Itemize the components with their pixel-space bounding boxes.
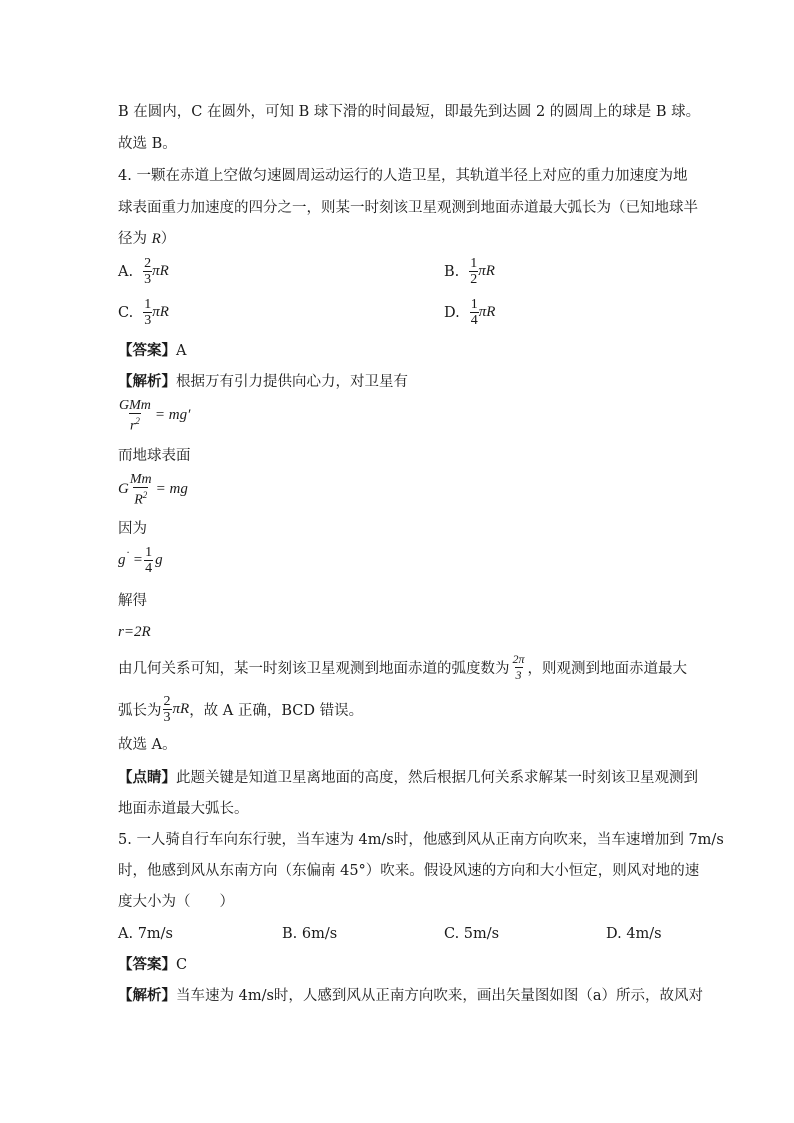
question-4-line-1: 4. 一颗在赤道上空做匀速圆周运动运行的人造卫星，其轨道半径上对应的重力加速度为地 <box>118 168 688 184</box>
question-5-line-1: 5. 一人骑自行车向东行驶，当车速为 4m/s时，他感到风从正南方向吹来，当车速增加到 7m/s <box>118 832 724 848</box>
answer-5 <box>118 955 187 975</box>
equation-2 <box>118 472 188 508</box>
analysis-4-line-2: 而地球表面 <box>118 448 191 464</box>
equation-1 <box>118 398 190 434</box>
equation-4: r=2R <box>118 624 151 640</box>
analysis-4-line-6 <box>118 694 363 725</box>
fraction-num: Mm <box>129 472 152 487</box>
comment-text: 此题关键是知道卫星离地面的高度，然后根据几何关系求解某一时刻该卫星观测到 <box>176 770 698 786</box>
fraction <box>512 652 526 683</box>
analysis-text: ，故 A 正确，BCD 错误。 <box>189 703 364 719</box>
equation-lhs: g <box>118 552 126 568</box>
den-sup: 2 <box>135 416 140 426</box>
answer-value: C <box>176 957 188 973</box>
fraction-num: 2π <box>512 652 525 666</box>
fraction <box>470 297 479 328</box>
math-tail: πR <box>478 304 496 320</box>
fraction <box>118 398 152 434</box>
text-segment: ） <box>160 231 176 247</box>
fraction <box>469 256 478 287</box>
fraction <box>163 694 172 725</box>
fraction-num: 2 <box>163 694 171 709</box>
answer-tag: 【答案】 <box>118 956 176 973</box>
option-label: D. <box>444 304 460 321</box>
equation-rhs: = mg′ <box>154 407 191 424</box>
analysis-4-line-4: 解得 <box>118 593 147 609</box>
question-5-line-3: 度大小为（ ） <box>118 894 234 910</box>
analysis-text: ，则观测到地面赤道最大 <box>527 661 688 677</box>
analysis-text: 弧长为 <box>118 703 162 719</box>
fraction-den: 4 <box>470 313 478 328</box>
math-tail: πR <box>152 304 169 320</box>
answer-value: A <box>176 343 187 359</box>
analysis-4-line-3: 因为 <box>118 521 147 537</box>
analysis-text: 由几何关系可知，某一时刻该卫星观测到地面赤道的弧度数为 <box>118 661 510 677</box>
fraction-num: GMm <box>119 398 151 413</box>
analysis-4-line-7: 故选 A。 <box>118 737 177 753</box>
fraction-num: 1 <box>470 256 478 271</box>
den-base: R <box>134 492 143 508</box>
fraction-num: 1 <box>145 545 153 560</box>
answer-tag: 【答案】 <box>118 342 176 359</box>
analysis-5-line-1 <box>118 986 703 1006</box>
fraction-den: 3 <box>144 313 152 328</box>
option-d <box>444 297 495 328</box>
fraction <box>144 545 153 576</box>
option-d: D. 4m/s <box>606 926 662 942</box>
equation-g: G <box>118 481 129 498</box>
den-base: r <box>129 418 136 434</box>
fraction-den: 3 <box>163 710 171 725</box>
option-b: B. 6m/s <box>282 926 338 942</box>
text-line: 故选 B。 <box>118 136 177 152</box>
fraction-den: 3 <box>144 272 152 287</box>
analysis-tag: 【解析】 <box>118 987 176 1004</box>
equation-rhs: g <box>155 552 163 568</box>
option-label: A. <box>118 263 134 280</box>
fraction-den <box>129 413 141 434</box>
fraction <box>143 297 152 328</box>
text-segment: 径为 <box>118 231 152 247</box>
math-tail: πR <box>478 263 495 279</box>
analysis-text: 根据万有引力提供向心力，对卫星有 <box>176 374 408 390</box>
comment-4-line-2: 地面赤道最大弧长。 <box>118 801 249 817</box>
option-c: C. 5m/s <box>444 926 500 942</box>
fraction-num: 2 <box>144 256 152 271</box>
equation-rhs: = mg <box>155 481 188 498</box>
fraction-den: 3 <box>515 668 522 682</box>
prime-mark: · <box>126 548 130 559</box>
answer-4 <box>118 341 186 361</box>
equals-sign: = <box>133 552 143 568</box>
math-tail: πR <box>172 701 190 717</box>
option-label: C. <box>118 304 134 321</box>
analysis-text: 当车速为 4m/s时，人感到风从正南方向吹来，画出矢量图如图（a）所示，故风对 <box>176 988 704 1004</box>
option-a: A. 7m/s <box>118 926 173 942</box>
text-line: B 在圆内，C 在圆外，可知 B 球下滑的时间最短，即最先到达圆 2 的圆周上的球是 B 球。 <box>118 104 701 120</box>
fraction-den: 2 <box>470 272 478 287</box>
fraction-num: 1 <box>144 297 152 312</box>
analysis-4-line-1 <box>118 372 408 392</box>
analysis-4-line-5 <box>118 652 687 683</box>
fraction <box>143 256 152 287</box>
analysis-tag: 【解析】 <box>118 373 176 390</box>
equation-3 <box>118 545 163 576</box>
question-5-line-2: 时，他感到风从东南方向（东偏南 45°）吹来。假设风速的方向和大小恒定，则风对地的速 <box>118 863 700 879</box>
math-symbol: R <box>151 231 161 247</box>
option-c <box>118 297 169 328</box>
comment-4-line-1 <box>118 768 698 788</box>
fraction-num: 1 <box>470 297 478 312</box>
math-tail: πR <box>152 263 169 279</box>
fraction-den <box>133 487 148 508</box>
option-label: B. <box>444 263 460 280</box>
fraction <box>129 472 153 508</box>
question-4-line-2: 球表面重力加速度的四分之一，则某一时刻该卫星观测到地面赤道最大弧长为（已知地球半 <box>118 200 698 216</box>
option-a <box>118 256 169 287</box>
question-4-line-3 <box>118 229 175 249</box>
option-b <box>444 256 495 287</box>
fraction-den: 4 <box>145 561 153 576</box>
den-sup: 2 <box>142 490 148 500</box>
comment-tag: 【点睛】 <box>118 769 176 786</box>
